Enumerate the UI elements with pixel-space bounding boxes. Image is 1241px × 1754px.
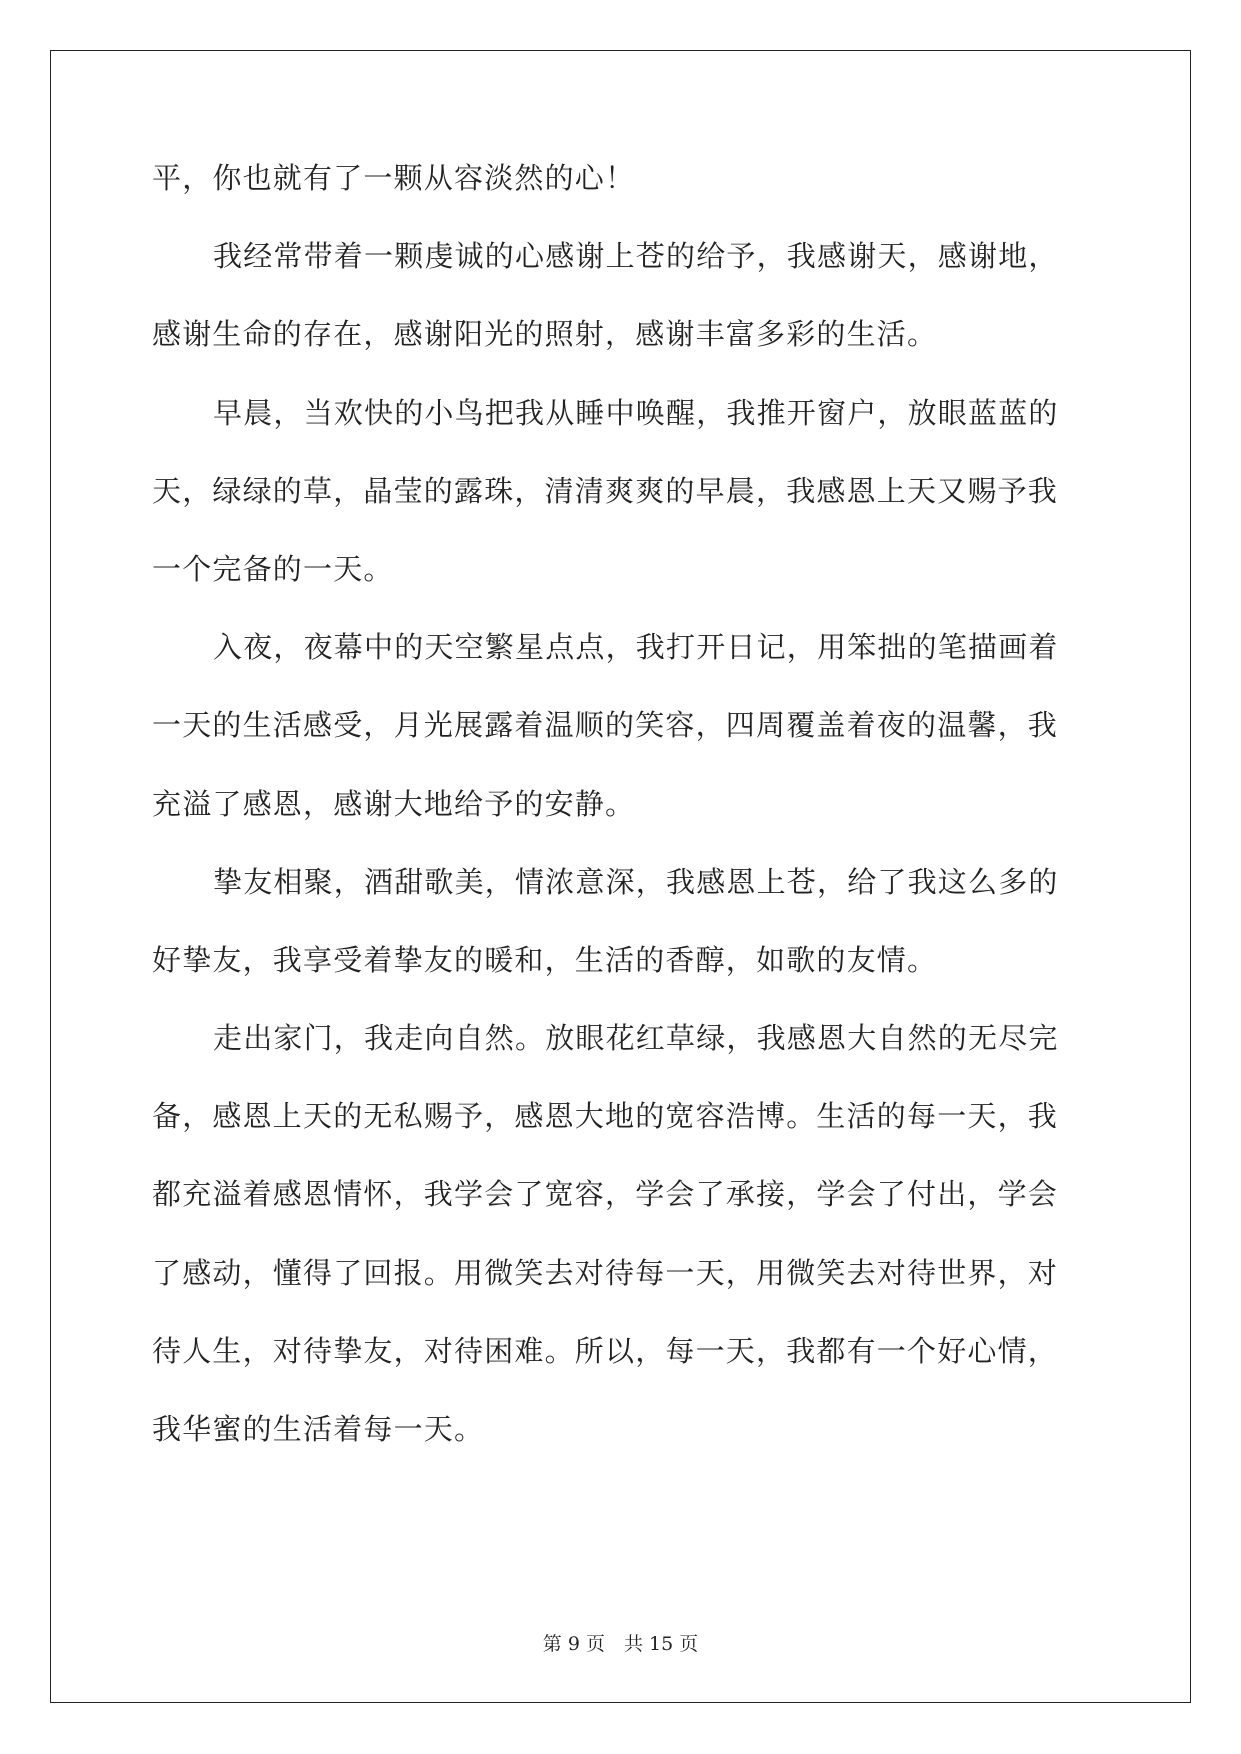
text-line: 我华蜜的生活着每一天。 <box>152 1412 485 1446</box>
text-line: 备，感恩上天的无私赐予，感恩大地的宽容浩博。生活的每一天，我 <box>152 1099 1059 1134</box>
text-line: 我经常带着一颗虔诚的心感谢上苍的给予，我感谢天，感谢地， <box>213 239 1059 274</box>
text-line: 感谢生命的存在，感谢阳光的照射，感谢丰富多彩的生活。 <box>152 317 938 352</box>
text-line: 挚友相聚，酒甜歌美，情浓意深，我感恩上苍，给了我这么多的 <box>213 864 1059 899</box>
text-line: 早晨，当欢快的小鸟把我从睡中唤醒，我推开窗户，放眼蓝蓝的 <box>213 395 1059 430</box>
text-line: 充溢了感恩，感谢大地给予的安静。 <box>152 786 636 821</box>
page-number-footer: 第 9 页 共 15 页 <box>542 1633 699 1655</box>
text-line: 待人生，对待挚友，对待困难。所以，每一天，我都有一个好心情， <box>152 1333 1059 1368</box>
text-line: 入夜，夜幕中的天空繁星点点，我打开日记，用笨拙的笔描画着 <box>213 630 1059 665</box>
text-line: 一天的生活感受，月光展露着温顺的笑容，四周覆盖着夜的温馨，我 <box>152 708 1059 743</box>
text-line: 都充溢着感恩情怀，我学会了宽容，学会了承接，学会了付出，学会 <box>152 1177 1059 1212</box>
document-body <box>152 158 1092 1487</box>
text-line: 走出家门，我走向自然。放眼花红草绿，我感恩大自然的无尽完 <box>213 1021 1059 1056</box>
text-line: 好挚友，我享受着挚友的暖和，生活的香醇，如歌的友情。 <box>152 942 938 977</box>
text-line: 一个完备的一天。 <box>152 551 394 586</box>
text-line: 了感动，懂得了回报。用微笑去对待每一天，用微笑去对待世界，对 <box>152 1255 1059 1290</box>
text-line: 平，你也就有了一颗从容淡然的心！ <box>152 161 636 195</box>
text-line: 天，绿绿的草，晶莹的露珠，清清爽爽的早晨，我感恩上天又赐予我 <box>152 473 1059 508</box>
